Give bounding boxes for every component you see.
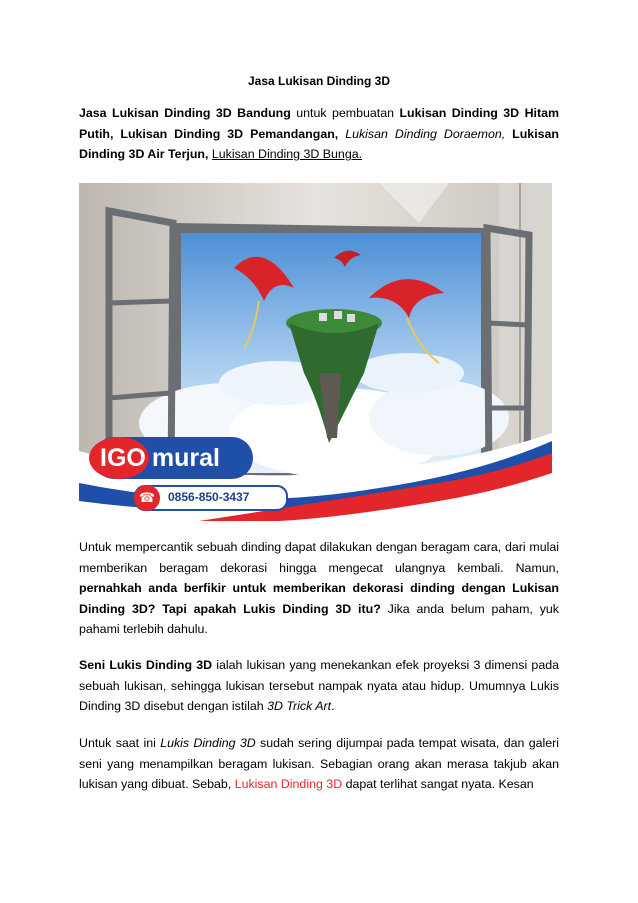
brand-igo: IGO xyxy=(100,444,146,472)
intro-bold-3: Lukisan Dinding 3D Air Terjun, xyxy=(79,126,559,162)
phone-number: 0856-850-3437 xyxy=(168,490,250,504)
p3-text-2: . xyxy=(331,699,335,714)
p2-text-1: Untuk mempercantik sebuah dinding dapat dilakukan dengan beragam cara, dari mulai memberikan beragam dekorasi hingga mengecat ulangnya kembali. Namun, xyxy=(79,540,559,575)
p4-italic-1: Lukis Dinding 3D xyxy=(160,736,256,750)
document-title: Jasa Lukisan Dinding 3D xyxy=(247,74,391,88)
p3-text-1: ialah lukisan yang menekankan efek proyeksi 3 dimensi pada sebuah lukisan, sehingga lukisan tersebut nampak nyata atau hidup. Umumnya Lukis Dinding 3D disebut dengan istilah xyxy=(79,658,559,714)
mural-photo xyxy=(79,183,552,521)
intro-paragraph xyxy=(79,103,559,165)
p2-bold-1: pernahkah anda berfikir untuk memberikan dekorasi dinding dengan Lukisan Dinding 3D? Tapi apakah Lukis Dinding 3D itu? xyxy=(79,581,559,616)
intro-bold-1: Jasa Lukisan Dinding 3D Bandung xyxy=(79,106,291,120)
p4-link-lukisan[interactable]: Lukisan Dinding 3D xyxy=(234,777,343,792)
brand-logo xyxy=(93,441,253,475)
p3-bold-1: Seni Lukis Dinding 3D xyxy=(79,658,213,672)
phone-badge xyxy=(134,485,288,511)
intro-link-bunga[interactable]: Lukisan Dinding 3D Bunga. xyxy=(211,147,363,162)
p4-text-3: dapat terlihat sangat nyata. Kesan xyxy=(342,777,534,792)
intro-italic-1: Lukisan Dinding Doraemon, xyxy=(345,126,506,141)
p2-text-2: Jika anda belum paham, yuk pahami terlebih dahulu. xyxy=(79,601,559,637)
p4-text-1: Untuk saat ini xyxy=(79,736,161,750)
phone-icon: ☎ xyxy=(134,485,160,511)
intro-bold-2: Lukisan Dinding 3D Hitam Putih, Lukisan Dinding 3D Pemandangan, xyxy=(79,106,559,141)
paragraph-4 xyxy=(79,733,559,799)
brand-mural: mural xyxy=(151,444,220,472)
p3-italic-1: 3D Trick Art xyxy=(267,699,332,714)
paragraph-3 xyxy=(79,655,559,717)
intro-text-1: untuk pembuatan xyxy=(290,106,400,120)
p4-text-2: sudah sering dijumpai pada tempat wisata, dan galeri seni yang menampilkan beragam lukisan. Sebagian orang akan merasa takjub akan lukisan yang dibuat. Sebab, xyxy=(79,736,559,792)
paragraph-2 xyxy=(79,537,559,640)
